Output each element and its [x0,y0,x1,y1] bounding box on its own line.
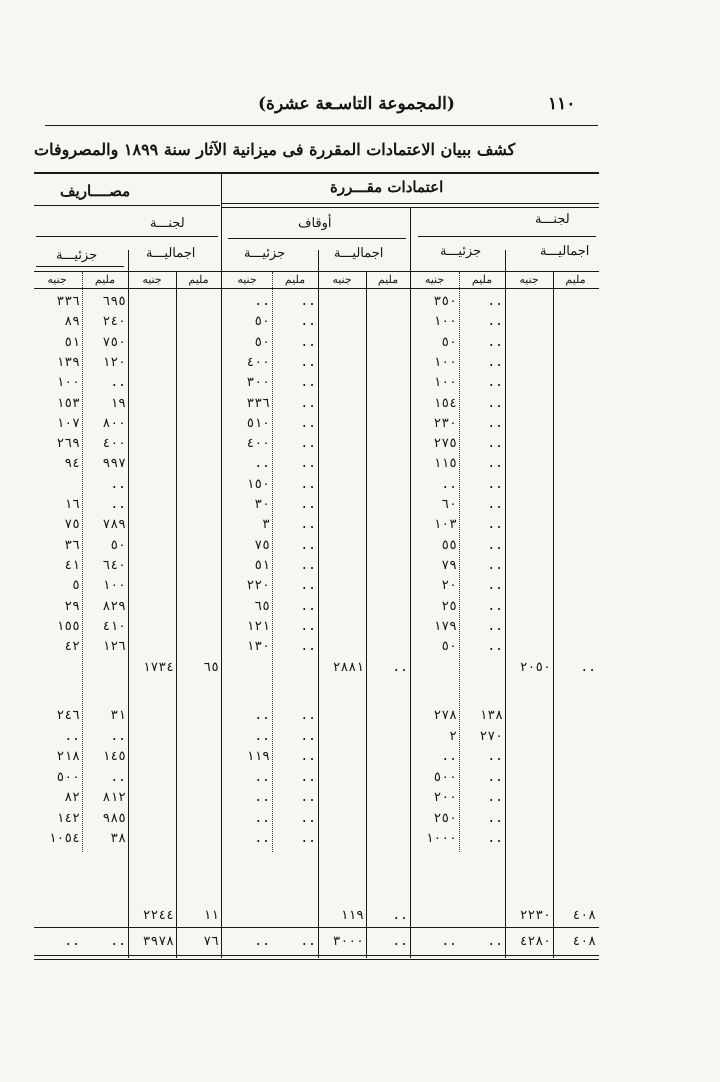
table-cell: ١٠٧ [56,415,80,431]
table-top-rule [34,172,599,174]
table-cell: .. [110,476,126,492]
expenses-group-label: مصــــاريف [60,182,131,200]
table-cell: ٧٥ [64,517,80,533]
table-cell: .. [487,790,503,805]
table-cell: .. [300,294,316,309]
table-cell: ٥١ [64,334,80,350]
table-cell: ٥٠ [441,639,457,655]
table-cell: ١٢١ [246,618,270,634]
col-line-6 [272,272,273,852]
table-cell: ٢٥ [441,598,457,614]
table-cell: ٢٦٩ [56,436,80,452]
table-cell: ١٤٥ [102,749,126,764]
table-cell: .. [300,537,316,553]
table-cell: ٨٢٩ [102,598,126,614]
table-cell: .. [254,728,270,744]
subtotal-cell: ٢٨٨١ [332,660,364,675]
table-cell: ١٣٠ [246,639,270,655]
table-cell: ٤٢ [64,639,80,655]
table-cell: ٣١ [110,708,126,723]
table-cell: .. [441,476,457,492]
grand-total-cell: .. [441,934,457,949]
table-cell: .. [254,294,270,309]
table-cell: ٢١٨ [56,749,80,764]
col-committee-total: اجماليـــة [540,244,590,259]
table-cell: .. [300,831,316,846]
subtotal-cell: ١٧٣٤ [142,660,174,675]
section-divider [221,174,222,958]
grand-total-cell: ٤٠٨ [572,934,596,949]
table-cell: .. [64,728,80,744]
table-cell: ٦٠ [441,497,457,512]
subtotal-cell: ١١٩ [340,908,364,923]
table-cell: ٥٠٠ [433,769,457,785]
table-cell: ٥٠ [110,537,126,553]
brace-awqaf [228,238,406,245]
table-cell: .. [487,517,503,533]
table-cell: ١٠٠٠ [425,831,457,846]
table-cell: .. [487,354,503,370]
subtotal-cell: ٦٥ [203,660,219,675]
table-cell: .. [110,375,126,391]
table-cell: ١٣٨ [479,708,503,723]
table-cell: .. [487,314,503,330]
table-cell: .. [300,354,316,370]
table-cell: ٩٩٧ [102,456,126,472]
table-cell: .. [300,517,316,533]
table-cell: .. [254,810,270,826]
table-cell: ٢٩ [64,598,80,614]
col-line-1 [553,272,554,958]
col-line-8 [128,250,129,958]
table-cell: .. [300,497,316,512]
table-cell: .. [487,618,503,634]
col-line-3 [459,272,460,852]
table-cell: .. [254,456,270,472]
table-cell: .. [487,537,503,553]
table-cell: .. [487,294,503,309]
table-cell: ١٠٥٤ [48,831,80,846]
unit-label: جنيه [47,273,67,286]
table-cell: ٥١٠ [246,415,270,431]
table-cell: ١١٥ [433,456,457,472]
unit-label: جنيه [519,273,539,286]
table-cell: ١٣٩ [56,354,80,370]
table-cell: ١٧٩ [433,618,457,634]
table-cell: ٥٠ [441,334,457,350]
table-cell: ٢ [449,728,457,744]
table-cell: ٧٥ [254,537,270,553]
table-cell: ٩٤ [64,456,80,472]
table-cell: .. [441,749,457,764]
table-cell: ٥٠ [254,334,270,350]
table-cell: ٧٩ [441,557,457,573]
table-cell: ٦٤٠ [102,557,126,573]
table-cell: ٣٣٦ [56,294,80,309]
table-cell: .. [300,639,316,655]
brace-committee [418,236,596,243]
sub-committee-label: لجنـــة [535,212,570,227]
group-rule-c [34,205,220,206]
subtotal-cell: ٢٢٤٤ [142,908,174,923]
table-cell: ٣٠ [254,497,270,512]
table-cell: ١٥٥ [56,618,80,634]
subtotal-cell: .. [392,660,408,675]
table-cell: ١٠٠ [433,314,457,330]
table-cell: .. [300,557,316,573]
grand-total-cell: ٣٩٧٨ [142,934,174,949]
col-line-9 [82,272,83,852]
table-cell: .. [300,375,316,391]
table-cell: ٤١٠ [102,618,126,634]
grand-total-cell: ٣٠٠٠ [332,934,364,949]
table-cell: ٣٥٠ [433,294,457,309]
col-awqaf-total: اجماليـــة [334,246,384,261]
table-cell: .. [300,790,316,805]
table-cell: .. [300,436,316,452]
sub-committee-exp-label: لجنـــة [150,216,185,231]
table-cell: ١٠٣ [433,517,457,533]
table-cell: ١١٩ [246,749,270,764]
col-line-4 [366,272,367,958]
table-cell: ١٢٠ [102,354,126,370]
unit-label: مليم [565,273,586,286]
col-exp-total: اجماليـــة [146,246,196,261]
table-cell: .. [487,810,503,826]
table-cell: ٣ [262,517,270,533]
grand-total-cell: .. [64,934,80,949]
table-cell: .. [254,708,270,723]
table-cell: ٢٤٠ [102,314,126,330]
table-cell: ٢٧٠ [479,728,503,744]
table-cell: ٤٠٠ [102,436,126,452]
sub-divider-credits [410,208,411,958]
table-cell: .. [110,769,126,785]
brace-committee-exp [36,236,218,243]
col-line-7 [176,272,177,958]
table-cell: ٢٧٨ [433,708,457,723]
header-rule [45,125,598,126]
subtotal-cell: .. [392,908,408,923]
table-cell: .. [300,578,316,594]
grand-total-rule-bottom [34,959,599,960]
unit-label: مليم [471,273,493,286]
table-cell: ١٦ [64,497,80,512]
table-cell: ١٥٤ [433,395,457,411]
unit-label: مليم [377,273,399,286]
credits-group-label: اعتمادات مقـــررة [330,178,444,196]
page-number: ١١٠ [548,94,576,114]
grand-total-rule-top [34,955,599,956]
table-cell: ٢٠٠ [433,790,457,805]
table-cell: .. [300,395,316,411]
grand-total-cell: ٤٢٨٠ [519,934,551,949]
table-cell: .. [300,598,316,614]
table-cell: ١٠٠ [433,354,457,370]
table-cell: ٥ [72,578,80,594]
table-cell: ١٩ [110,395,126,411]
col-committee-partial: جزئيـــة [440,244,482,259]
table-cell: ٢٣٠ [433,415,457,431]
table-cell: ٣٠٠ [246,375,270,391]
table-cell: .. [300,456,316,472]
table-cell: ٦٥ [254,598,270,614]
table-cell: .. [300,728,316,744]
grand-total-cell: .. [254,934,270,949]
table-cell: .. [487,557,503,573]
table-cell: ٣٣٦ [246,395,270,411]
table-cell: ٥٠ [254,314,270,330]
subtotal-cell: .. [580,660,596,675]
col-awqaf-partial: جزئيـــة [244,246,286,261]
table-cell: .. [487,598,503,614]
table-cell: .. [487,831,503,846]
table-cell: ٥١ [254,557,270,573]
grand-total-cell: .. [300,934,316,949]
table-cell: ٢٠ [441,578,457,594]
table-cell: ٨١٢ [102,790,126,805]
table-cell: .. [487,749,503,764]
table-cell: ٩٨٥ [102,810,126,826]
table-cell: .. [487,769,503,785]
table-cell: ٥٠٠ [56,769,80,785]
table-cell: ٤٠٠ [246,354,270,370]
table-cell: ١٢٦ [102,639,126,655]
unit-rule-bottom [34,288,599,289]
table-cell: .. [110,497,126,512]
subtotal-cell: ٢٠٥٠ [519,660,551,675]
table-cell: .. [300,769,316,785]
page-title: كشف ببيان الاعتمادات المقررة فى ميزانية الآثار سنة ١٨٩٩ والمصروفات [34,140,516,159]
table-cell: ١٥٠ [246,476,270,492]
table-cell: ١٤٢ [56,810,80,826]
table-cell: .. [300,334,316,350]
unit-label: جنيه [142,273,162,286]
table-cell: ٢٥٠ [433,810,457,826]
table-cell: ١٠٠ [102,578,126,594]
unit-label: مليم [188,273,209,286]
grand-total-cell: .. [487,934,503,949]
table-cell: ٨٢ [64,790,80,805]
table-cell: ٢٧٥ [433,436,457,452]
subtotal-cell: ١١ [203,908,219,923]
table-cell: ٣٨ [110,831,126,846]
table-cell: ٣٦ [64,537,80,553]
table-cell: .. [487,436,503,452]
subtotal-rule [34,927,599,928]
table-cell: .. [300,476,316,492]
group-rule-a [222,203,599,204]
table-cell: .. [300,810,316,826]
table-cell: ٤١ [64,557,80,573]
unit-label: مليم [94,273,116,286]
col-line-5 [318,250,319,958]
table-cell: .. [487,395,503,411]
table-cell: ٨٩ [64,314,80,330]
col-line-2 [505,250,506,958]
table-cell: .. [300,749,316,764]
table-cell: .. [487,497,503,512]
unit-label: جنيه [237,273,257,286]
table-cell: ٢٤٦ [56,708,80,723]
col-exp-partial: جزئيـــة [56,248,98,263]
table-cell: ٧٥٠ [102,334,126,350]
table-cell: ٧٨٩ [102,517,126,533]
table-cell: .. [110,728,126,744]
table-cell: .. [300,708,316,723]
table-cell: ٨٠٠ [102,415,126,431]
table-cell: .. [487,476,503,492]
table-cell: ٥٥ [441,537,457,553]
table-cell: .. [487,415,503,431]
group-header: (المجموعة التاسـعة عشرة) [258,94,455,114]
table-cell: .. [487,578,503,594]
table-cell: .. [254,790,270,805]
grand-total-cell: ٧٦ [203,934,219,949]
table-cell: ٢٢٠ [246,578,270,594]
table-cell: ١٠٠ [433,375,457,391]
table-cell: ١٥٣ [56,395,80,411]
table-cell: .. [254,769,270,785]
table-cell: .. [300,314,316,330]
table-cell: .. [254,831,270,846]
grand-total-cell: .. [110,934,126,949]
subtotal-cell: ٤٠٨ [572,908,596,923]
table-cell: .. [300,618,316,634]
unit-label: جنيه [424,273,445,286]
table-cell: .. [487,375,503,391]
table-cell: ١٠٠ [56,375,80,391]
unit-rule-top [34,271,599,272]
table-cell: .. [487,639,503,655]
table-cell: ٤٠٠ [246,436,270,452]
table-cell: .. [300,415,316,431]
table-cell: .. [487,334,503,350]
grand-total-cell: .. [392,934,408,949]
table-cell: .. [487,456,503,472]
unit-label: مليم [284,273,306,286]
subtotal-cell: ٢٢٣٠ [519,908,551,923]
unit-label: جنيه [332,273,352,286]
sub-awqaf-label: أوقاف [298,216,332,231]
table-cell: ٦٩٥ [102,294,126,309]
